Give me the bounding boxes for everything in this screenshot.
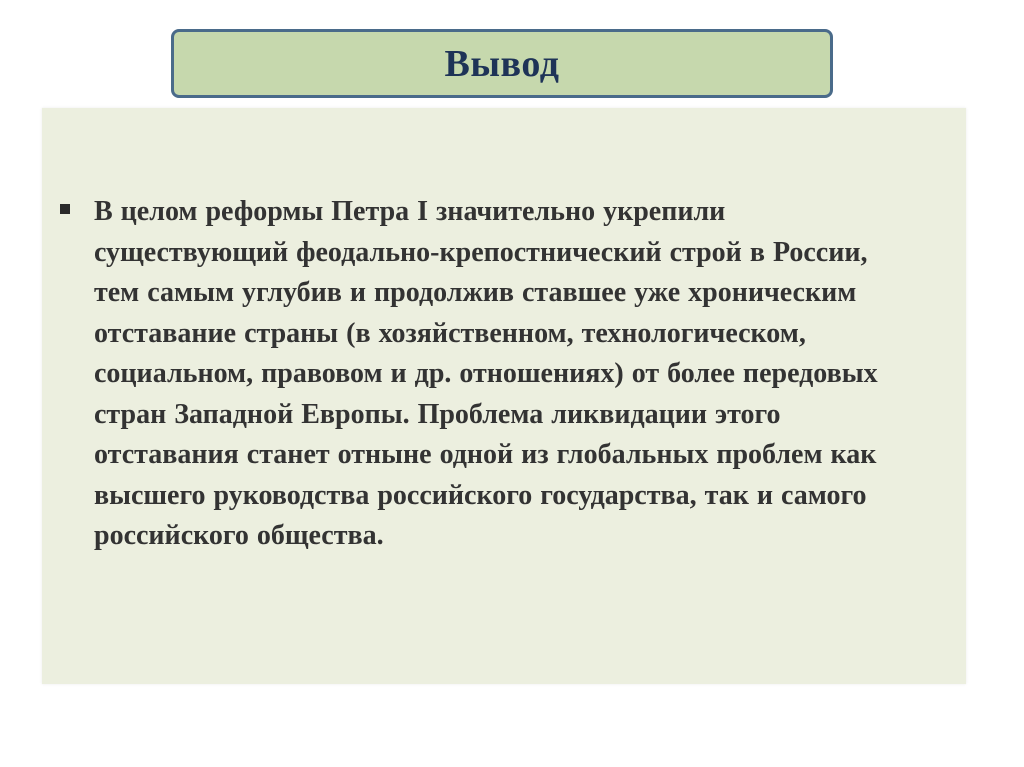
slide-title: Вывод bbox=[444, 42, 560, 85]
bullet-text: В целом реформы Петра I значительно укрепили существующий феодально-крепостнический строй в России, тем самым углубив и продолжив ставшее уже хроническим отставание страны (в хозяйственном, технологическом, социальном, правовом и др. отношениях) от более передовых стран Западной Европы. Проблема ликвидации этого отставания станет отныне одной из глобальных проблем как высшего руководства российского государства, так и самого российского общества. bbox=[94, 196, 878, 551]
bullet-item bbox=[60, 192, 920, 557]
square-bullet-icon bbox=[60, 204, 70, 214]
title-box bbox=[171, 29, 833, 98]
